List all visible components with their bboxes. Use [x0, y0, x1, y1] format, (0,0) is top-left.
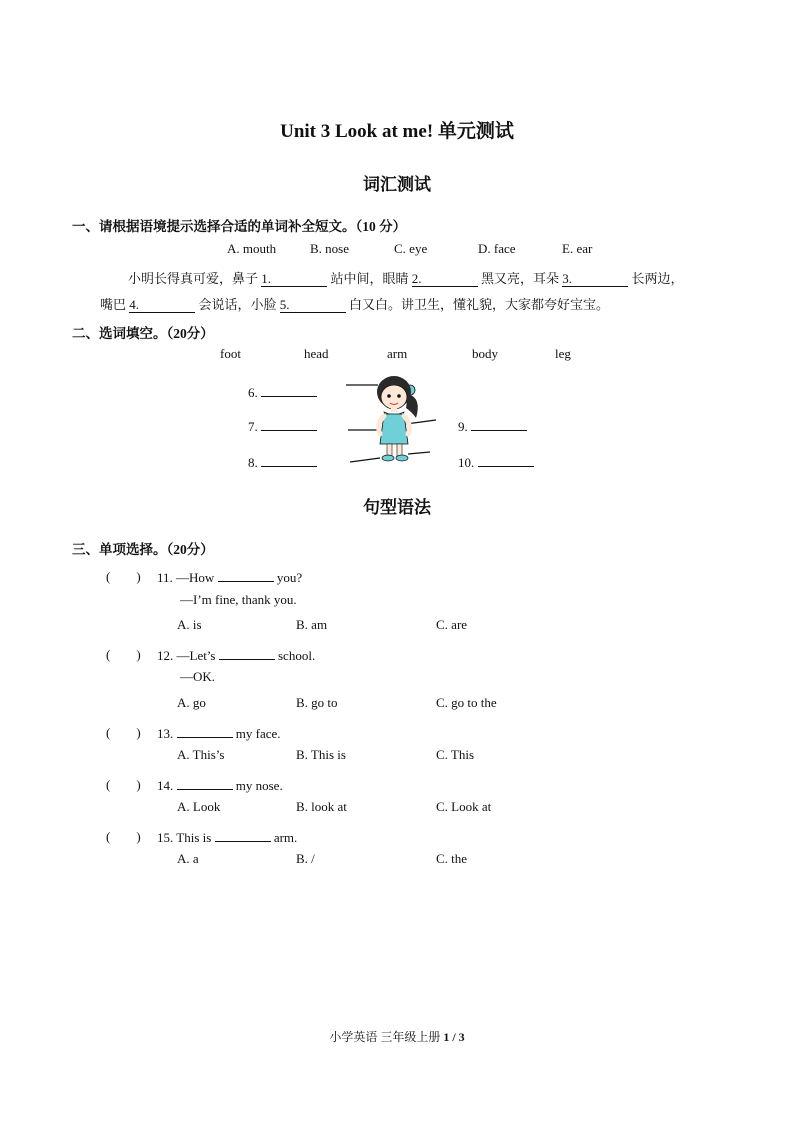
- question-13: 13. my face.: [157, 722, 281, 742]
- passage-text: 小明长得真可爱，鼻子: [128, 271, 259, 286]
- blank-15[interactable]: [215, 826, 271, 842]
- blank-14[interactable]: [177, 774, 233, 790]
- page-number: 1 / 3: [443, 1030, 465, 1044]
- blank-8[interactable]: 8.: [248, 451, 317, 471]
- word-arm: arm: [387, 346, 408, 361]
- option-14-a[interactable]: A. Look: [177, 799, 221, 814]
- blank-7[interactable]: 7.: [248, 415, 317, 435]
- question-12-reply: —OK.: [180, 669, 216, 684]
- word-leg: leg: [555, 346, 571, 361]
- option-11-c[interactable]: C. are: [436, 617, 468, 632]
- blank-2[interactable]: 2.: [412, 271, 478, 287]
- blank-4[interactable]: 4.: [129, 297, 195, 313]
- question-11-reply: —I’m fine, thank you.: [180, 592, 297, 607]
- answer-paren-11[interactable]: ( ): [106, 569, 141, 584]
- option-15-a[interactable]: A. a: [177, 851, 199, 866]
- option-15-b[interactable]: B. /: [296, 851, 315, 866]
- answer-paren-15[interactable]: ( ): [106, 829, 141, 844]
- word-body: body: [472, 346, 498, 361]
- option-12-b[interactable]: B. go to: [296, 695, 338, 710]
- passage-line2: [100, 294, 609, 313]
- section3-heading: 三、单项选择。（20分）: [72, 542, 214, 557]
- option-14-c[interactable]: C. Look at: [436, 799, 492, 814]
- blank-6[interactable]: 6.: [248, 381, 317, 401]
- option-11-b[interactable]: B. am: [296, 617, 328, 632]
- option-13-a[interactable]: A. This’s: [177, 747, 225, 762]
- word-foot: foot: [220, 346, 241, 361]
- passage-text: 嘴巴: [100, 297, 127, 312]
- girl-illustration: [340, 368, 440, 468]
- answer-paren-12[interactable]: ( ): [106, 647, 141, 662]
- blank-12[interactable]: [219, 644, 275, 660]
- option-ear: E. ear: [562, 241, 593, 256]
- passage-line1: [128, 268, 684, 287]
- blank-1[interactable]: 1.: [261, 271, 327, 287]
- option-13-b[interactable]: B. This is: [296, 747, 346, 762]
- option-15-c[interactable]: C. the: [436, 851, 468, 866]
- option-eye: C. eye: [394, 241, 428, 256]
- option-12-a[interactable]: A. go: [177, 695, 206, 710]
- option-nose: B. nose: [310, 241, 349, 256]
- question-14: 14. my nose.: [157, 774, 283, 794]
- answer-paren-14[interactable]: ( ): [106, 777, 141, 792]
- option-12-c[interactable]: C. go to the: [436, 695, 497, 710]
- question-15: 15. This is arm.: [157, 826, 297, 846]
- blank-11[interactable]: [218, 566, 274, 582]
- footer-text: 小学英语 三年级上册: [329, 1030, 441, 1044]
- option-mouth: A. mouth: [227, 241, 277, 256]
- grammar-heading: 句型语法: [363, 498, 431, 517]
- passage-text: 会说话，小脸: [198, 297, 277, 312]
- passage-text: 白又白。讲卫生，懂礼貌，大家都夸好宝宝。: [349, 297, 610, 312]
- answer-paren-13[interactable]: ( ): [106, 725, 141, 740]
- blank-3[interactable]: 3.: [562, 271, 628, 287]
- option-face: D. face: [478, 241, 516, 256]
- question-11: 11. —How you?: [157, 566, 302, 586]
- blank-9[interactable]: 9.: [458, 415, 527, 435]
- vocab-heading: 词汇测试: [363, 175, 431, 194]
- blank-5[interactable]: 5.: [280, 297, 346, 313]
- blank-10[interactable]: 10.: [458, 451, 534, 471]
- option-11-a[interactable]: A. is: [177, 617, 202, 632]
- section2-heading: 二、选词填空。（20分）: [72, 326, 214, 341]
- word-head: head: [304, 346, 329, 361]
- page-title: Unit 3 Look at me! 单元测试: [280, 121, 514, 142]
- option-13-c[interactable]: C. This: [436, 747, 475, 762]
- question-12: 12. —Let’s school.: [157, 644, 315, 664]
- page-footer: [0, 1028, 794, 1045]
- option-14-b[interactable]: B. look at: [296, 799, 347, 814]
- blank-13[interactable]: [177, 722, 233, 738]
- passage-text: 长两边，: [631, 271, 684, 286]
- passage-text: 站中间，眼睛: [330, 271, 409, 286]
- passage-text: 黑又亮，耳朵: [481, 271, 560, 286]
- section1-heading: 一、请根据语境提示选择合适的单词补全短文。（10 分）: [72, 219, 407, 234]
